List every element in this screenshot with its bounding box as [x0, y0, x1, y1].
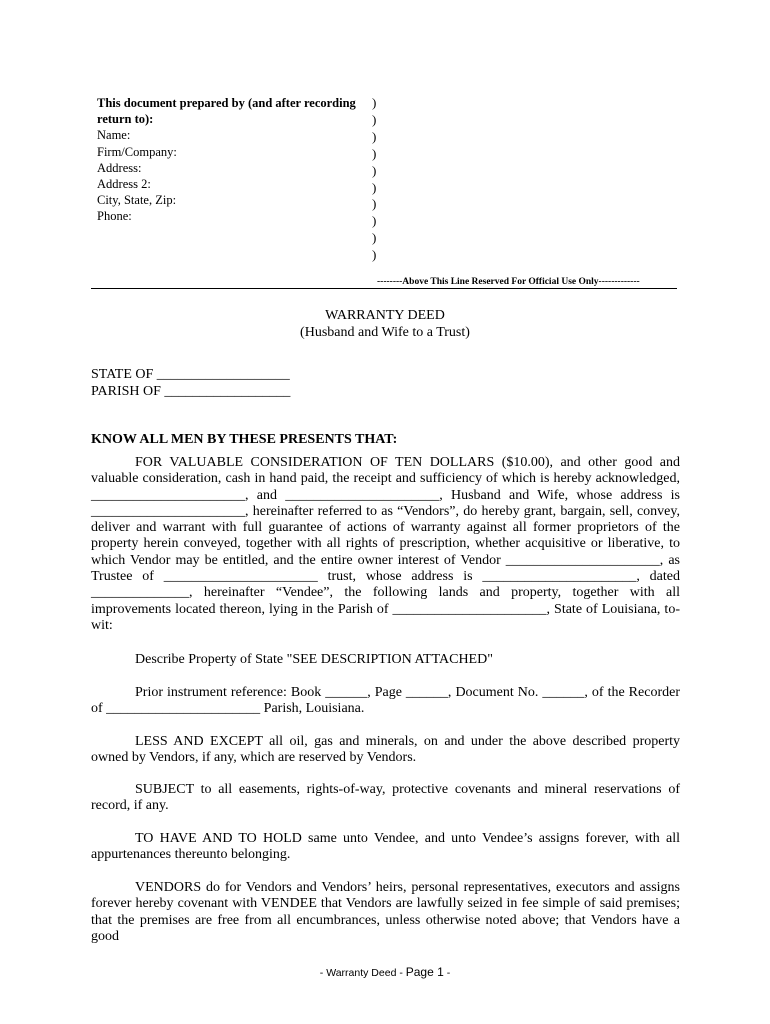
phone-field-label: Phone:: [97, 209, 132, 224]
page-footer: [0, 965, 770, 979]
paren: ): [372, 128, 377, 144]
paren: ): [372, 179, 377, 195]
footer-suffix: -: [443, 967, 451, 979]
vendors-covenant-paragraph: VENDORS do for Vendors and Vendors’ heirs, personal representatives, executors and assigns forever hereby covenant with VENDEE that Vendors are lawfully seized in fee simple of said premises; that the premises are free from all encumbrances, unless otherwise noted above; that Vendors have a good: [91, 880, 680, 944]
page-number: Page 1: [405, 965, 444, 979]
official-use-notice: --------Above This Line Reserved For Official Use Only-------------: [377, 277, 640, 287]
prior-instrument-paragraph: Prior instrument reference: Book ______, Page ______, Document No. ______, of the Recorder of ______________________ Parish, Louisiana.: [91, 685, 680, 717]
habendum-paragraph: TO HAVE AND TO HOLD same unto Vendee, and unto Vendee’s assigns forever, with all appurtenances thereunto belonging.: [91, 831, 680, 863]
parish-of-line: PARISH OF __________________: [91, 384, 291, 399]
paren: ): [372, 213, 377, 229]
document-subtitle: (Husband and Wife to a Trust): [300, 325, 470, 340]
name-field-label: Name:: [97, 128, 131, 143]
paren: ): [372, 196, 377, 212]
footer-label: - Warranty Deed -: [319, 967, 406, 979]
paren: ): [372, 230, 377, 246]
paren: ): [372, 145, 377, 161]
document-title: WARRANTY DEED: [325, 308, 445, 323]
property-description-paragraph: Describe Property of State "SEE DESCRIPTION ATTACHED": [135, 652, 493, 667]
know-all-heading: KNOW ALL MEN BY THESE PRESENTS THAT:: [91, 432, 398, 447]
consideration-paragraph: FOR VALUABLE CONSIDERATION OF TEN DOLLARS ($10.00), and other good and valuable consideration, cash in hand paid, the receipt and sufficiency of which is hereby acknowledged, ______________________, and ______________________, Husband and Wife, whose address is ______________________, hereinafter referred to as “Vendors”, do hereby grant, bargain, sell, convey, deliver and warrant with full guarantee of actions of warranty against all former proprietors of the property herein conveyed, together with all rights of prescription, whether acquisitive or liberative, to which Vendor may be entitled, and the entire owner interest of Vendor ______________________, as Trustee of ______________________ trust, whose address is ______________________, dated ______________, hereinafter “Vendee”, the following lands and property, together with all improvements located thereon, lying in the Parish of ______________________, State of Louisiana, to-wit:: [91, 455, 680, 633]
subject-paragraph: SUBJECT to all easements, rights-of-way, protective covenants and mineral reservations of record, if any.: [91, 782, 680, 814]
less-and-except-paragraph: LESS AND EXCEPT all oil, gas and minerals, on and under the above described property owned by Vendors, if any, which are reserved by Vendors.: [91, 734, 680, 766]
recording-divider: [91, 288, 677, 289]
state-of-line: STATE OF ___________________: [91, 367, 290, 382]
address-field-label: Address:: [97, 160, 142, 175]
preparer-heading-line1: This document prepared by (and after recording: [97, 96, 356, 110]
paren: ): [372, 95, 377, 110]
address2-field-label: Address 2:: [97, 177, 151, 192]
preparer-block: [97, 95, 356, 225]
jurisdiction-block: [91, 366, 290, 400]
city-state-zip-field-label: City, State, Zip:: [97, 193, 177, 208]
firm-field-label: Firm/Company:: [97, 144, 177, 159]
paren: ): [372, 162, 377, 178]
paren: ): [372, 247, 377, 263]
paren: ): [372, 111, 377, 127]
paren-column: [372, 95, 382, 264]
preparer-heading-line2: return to):: [97, 112, 154, 127]
